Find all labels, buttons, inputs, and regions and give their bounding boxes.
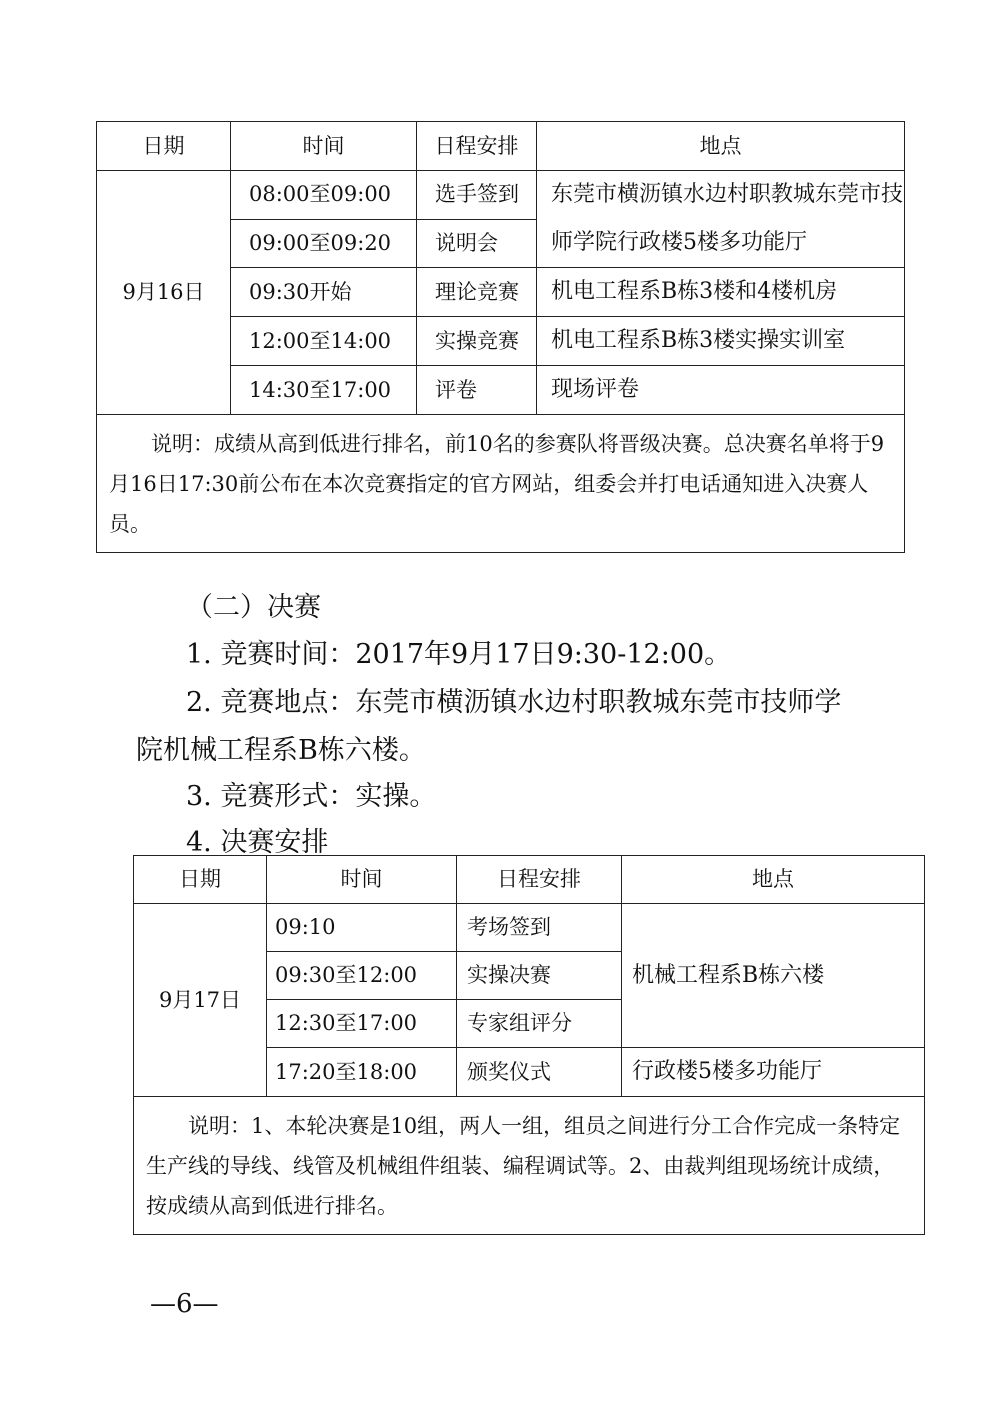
schedule-table-prelim	[96, 121, 905, 553]
date-cell: 9月17日	[134, 904, 267, 1097]
item-venue-line2: 院机械工程系B栋六楼。	[136, 735, 426, 766]
location-cell: 东莞市横沥镇水边村职教城东莞市技师学院行政楼5楼多功能厅	[537, 171, 905, 268]
table-header-row	[134, 856, 925, 904]
date-cell: 9月16日	[97, 171, 231, 415]
item-format: 3. 竞赛形式：实操。	[186, 781, 437, 812]
item-final-schedule: 4. 决赛安排	[186, 827, 329, 858]
page-number: —6—	[150, 1289, 219, 1319]
item-venue-line1: 2. 竞赛地点：东莞市横沥镇水边村职教城东莞市技师学	[186, 687, 842, 718]
location-cell: 行政楼5楼多功能厅	[622, 1048, 925, 1097]
schedule-cell: 理论竞赛	[417, 268, 537, 317]
time-cell: 09:00至09:20	[231, 219, 417, 268]
time-cell: 08:00至09:00	[231, 171, 417, 220]
location-cell: 机电工程系B栋3楼和4楼机房	[537, 268, 905, 317]
header-location: 地点	[622, 856, 925, 904]
section-heading: （二）决赛	[186, 592, 321, 623]
header-schedule: 日程安排	[417, 122, 537, 171]
header-date: 日期	[134, 856, 267, 904]
header-location: 地点	[537, 122, 905, 171]
note-row	[97, 415, 905, 553]
time-cell: 09:10	[267, 904, 457, 952]
table-header-row	[97, 122, 905, 171]
schedule-cell: 实操竞赛	[417, 317, 537, 366]
schedule-cell: 说明会	[417, 219, 537, 268]
note-row	[134, 1097, 925, 1235]
schedule-cell: 颁奖仪式	[457, 1048, 622, 1097]
table-row	[97, 171, 905, 220]
note-text: 说明：1、本轮决赛是10组，两人一组，组员之间进行分工合作完成一条特定生产线的导线、线管及机械组件组装、编程调试等。2、由裁判组现场统计成绩，按成绩从高到低进行排名。	[134, 1097, 925, 1235]
header-date: 日期	[97, 122, 231, 171]
schedule-table-final	[133, 855, 925, 1235]
header-schedule: 日程安排	[457, 856, 622, 904]
schedule-cell: 专家组评分	[457, 1000, 622, 1048]
time-cell: 12:00至14:00	[231, 317, 417, 366]
schedule-cell: 考场签到	[457, 904, 622, 952]
time-cell: 09:30开始	[231, 268, 417, 317]
schedule-cell: 选手签到	[417, 171, 537, 220]
location-cell: 现场评卷	[537, 366, 905, 415]
time-cell: 09:30至12:00	[267, 952, 457, 1000]
time-cell: 17:20至18:00	[267, 1048, 457, 1097]
table-row	[134, 904, 925, 952]
location-cell: 机电工程系B栋3楼实操实训室	[537, 317, 905, 366]
location-cell: 机械工程系B栋六楼	[622, 904, 925, 1048]
time-cell: 12:30至17:00	[267, 1000, 457, 1048]
schedule-cell: 评卷	[417, 366, 537, 415]
time-cell: 14:30至17:00	[231, 366, 417, 415]
item-competition-time: 1. 竞赛时间：2017年9月17日9:30-12:00。	[186, 639, 732, 670]
header-time: 时间	[231, 122, 417, 171]
header-time: 时间	[267, 856, 457, 904]
schedule-cell: 实操决赛	[457, 952, 622, 1000]
note-text: 说明：成绩从高到低进行排名，前10名的参赛队将晋级决赛。总决赛名单将于9月16日17:30前公布在本次竞赛指定的官方网站，组委会并打电话通知进入决赛人员。	[97, 415, 905, 553]
